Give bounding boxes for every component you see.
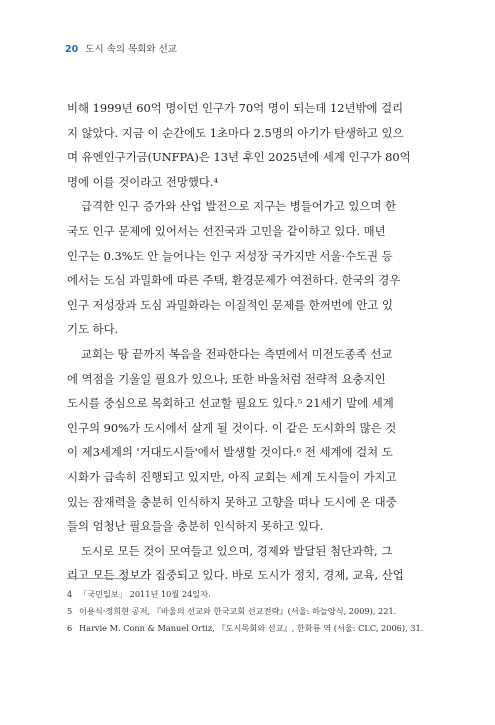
body-line: 지 않았다. 지금 이 순간에도 1초마다 2.5명의 아기가 탄생하고 있으 <box>67 125 404 140</box>
footnote-number: 6 <box>67 623 73 633</box>
body-line: 에 역점을 기울일 필요가 있으나, 또한 바울처럼 전략적 요충지인 <box>67 371 386 386</box>
body-line: 며 유엔인구기금(UNFPA)은 13년 후인 2025년에 세계 인구가 80억 <box>67 150 411 165</box>
footnote-divider <box>67 578 147 579</box>
body-line: 들의 엄청난 필요들을 충분히 인식하지 못하고 있다. <box>67 519 324 534</box>
body-line: 비해 1999년 60억 명이던 인구가 70억 명이 되는데 12년밖에 걸리 <box>67 101 404 115</box>
body-line: 시화가 급속히 진행되고 있지만, 아직 교회는 세계 도시들이 가지고 <box>67 469 397 484</box>
footnote-text: 「국민일보」 2011년 10월 24일자. <box>79 589 211 599</box>
footnote <box>67 605 447 618</box>
body-line: 명에 이를 것이라고 전망했다.⁴ <box>67 174 219 189</box>
body-line: 이 제3세계의 '거대도시들'에서 발생할 것이다.⁶ 전 세계에 걸쳐 도 <box>67 445 393 460</box>
body-line: 도시를 중심으로 목회하고 선교할 필요도 있다.⁵ 21세기 말에 세계 <box>67 396 394 411</box>
body-line: 있는 잠재력을 충분히 인식하지 못하고 고향을 떠나 도시에 온 대중 <box>67 494 397 509</box>
body-line: 교회는 땅 끝까지 복음을 전파한다는 측면에서 미전도종족 선교 <box>81 346 393 361</box>
footnote-text: Harvie M. Conn & Manuel Ortiz, 『도시목회와 선교』, 한화룡 역 (서울: CLC, 2006), 31. <box>79 623 424 633</box>
body-line: 급격한 인구 증가와 산업 발전으로 지구는 병들어가고 있으며 한 <box>81 199 397 214</box>
body-line: 인구는 0.3%도 안 늘어나는 인구 저성장 국가지만 서울·수도권 등 <box>67 248 393 263</box>
footnote <box>67 622 447 635</box>
footnotes <box>67 588 447 635</box>
body-line: 국도 인구 문제에 있어서는 선진국과 고민을 같이하고 있다. 매년 <box>67 223 386 238</box>
body-line: 기도 하다. <box>67 322 119 337</box>
page-number: 20 <box>65 44 79 55</box>
footnote-number: 4 <box>67 589 73 599</box>
running-title: 도시 속의 목회와 선교 <box>85 44 177 55</box>
footnote-number: 5 <box>67 606 73 616</box>
footnote <box>67 588 447 601</box>
body-text <box>67 96 439 588</box>
body-line: 인구 저성장과 도심 과밀화라는 이질적인 문제를 한꺼번에 안고 있 <box>67 297 394 312</box>
running-head <box>65 41 177 55</box>
footnote-text: 이용식·정희현 공저, 『바울의 선교와 한국교회 선교전략』(서울: 하늘양식, 2009), 221. <box>79 606 397 616</box>
body-line: 에서는 도심 과밀화에 따른 주택, 환경문제가 여전하다. 한국의 경우 <box>67 273 401 288</box>
body-line: 인구의 90%가 도시에서 살게 될 것이다. 이 같은 도시화의 많은 것 <box>67 420 397 435</box>
body-line: 리고 모든 정보가 집중되고 있다. 바로 도시가 정치, 경제, 교육, 산업 <box>67 568 404 583</box>
body-line: 도시로 모든 것이 모여들고 있으며, 경제와 발달된 첨단과학, 그 <box>81 543 393 558</box>
